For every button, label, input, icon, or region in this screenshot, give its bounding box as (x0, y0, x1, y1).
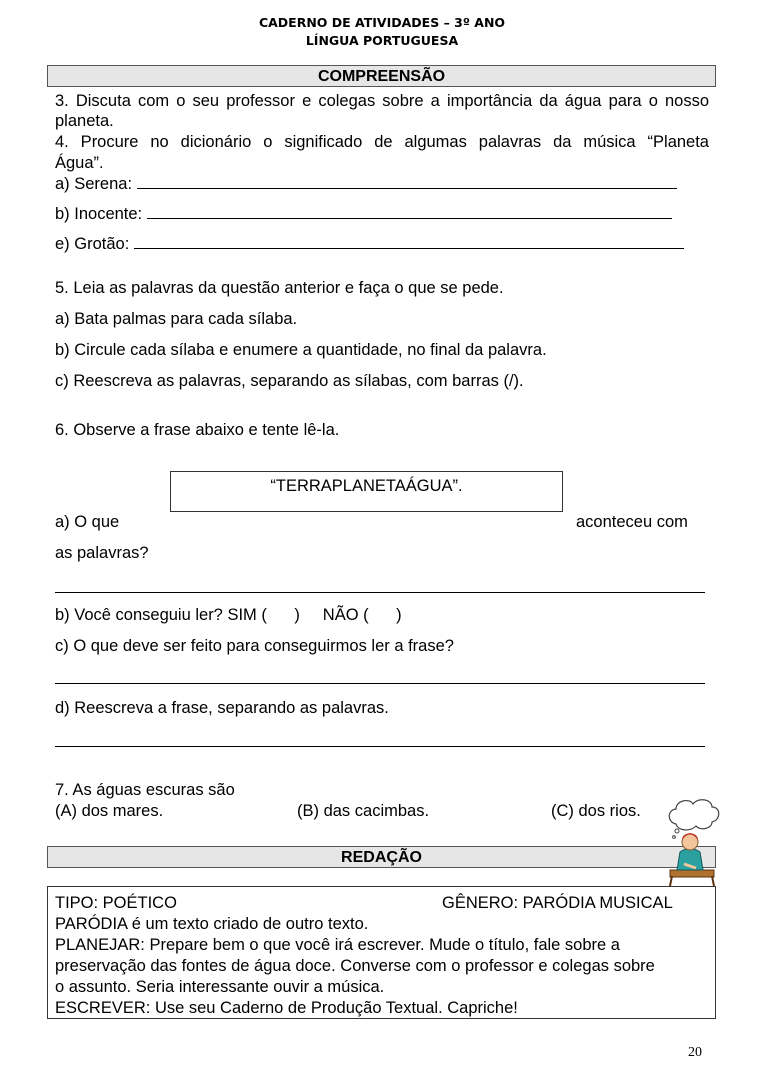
question-5c: c) Reescreva as palavras, separando as sílabas, com barras (/). (55, 372, 524, 390)
answer-label-grotao: e) Grotão: (55, 235, 130, 253)
question-3: 3. Discuta com o seu professor e colegas sobre a importância da água para o nosso planeta. (55, 92, 709, 130)
option-b[interactable]: (B) das cacimbas. (297, 802, 430, 820)
option-a[interactable]: (A) dos mares. (55, 802, 164, 820)
phrase-box (170, 471, 563, 512)
answer-line-grotao[interactable] (134, 234, 684, 249)
question-4-line1: 4. Procure no dicionário o significado de algumas palavras da música “Planeta (55, 133, 709, 151)
phrase-text: “TERRAPLANETAÁGUA”. (270, 477, 463, 495)
tipo-label: TIPO: POÉTICO (55, 894, 177, 912)
planejar-line1: PLANEJAR: Prepare bem o que você irá escrever. Mude o título, fale sobre a (55, 936, 620, 954)
question-6c: c) O que deve ser feito para conseguirmos ler a frase? (55, 637, 454, 655)
option-c[interactable]: (C) dos rios. (551, 802, 641, 820)
question-5a: a) Bata palmas para cada sílaba. (55, 310, 298, 328)
answer-label-serena: a) Serena: (55, 175, 133, 193)
student-thinking-icon (662, 796, 722, 886)
question-5: 5. Leia as palavras da questão anterior e faça o que se pede. (55, 279, 504, 297)
section-title-compreensao: COMPREENSÃO (47, 65, 716, 87)
answer-line-serena[interactable] (137, 174, 677, 189)
answer-row-serena (55, 174, 677, 194)
answer-line-6c[interactable] (55, 683, 705, 684)
question-6d: d) Reescreva a frase, separando as palavras. (55, 699, 389, 717)
worksheet-header-title: CADERNO DE ATIVIDADES – 3º ANO (258, 15, 506, 30)
question-5b: b) Circule cada sílaba e enumere a quantidade, no final da palavra. (55, 341, 547, 359)
answer-label-inocente: b) Inocente: (55, 205, 143, 223)
question-7: 7. As águas escuras são (55, 781, 235, 799)
answer-row-inocente (55, 204, 672, 224)
question-6: 6. Observe a frase abaixo e tente lê-la. (55, 421, 340, 439)
answer-line-6d[interactable] (55, 746, 705, 747)
question-6b: b) Você conseguiu ler? SIM ( ) NÃO ( ) (55, 606, 402, 624)
planejar-line3: o assunto. Seria interessante ouvir a música. (55, 978, 385, 996)
parodia-definition: PARÓDIA é um texto criado de outro texto. (55, 915, 369, 933)
page-number: 20 (688, 1045, 702, 1060)
worksheet-header-subject: LÍNGUA PORTUGUESA (305, 33, 459, 48)
question-6a-right: aconteceu com (576, 513, 688, 531)
question-4-line2: Água”. (55, 154, 104, 172)
question-6a-continuation: as palavras? (55, 544, 149, 562)
escrever-instruction: ESCREVER: Use seu Caderno de Produção Textual. Capriche! (55, 999, 518, 1017)
redacao-instructions-box (47, 886, 716, 1019)
answer-row-grotao (55, 234, 684, 254)
section-title-redacao: REDAÇÃO (47, 846, 716, 868)
answer-line-inocente[interactable] (147, 204, 672, 219)
answer-line-6a[interactable] (55, 592, 705, 593)
question-6a-left: a) O que (55, 513, 120, 531)
planejar-line2: preservação das fontes de água doce. Converse com o professor e colegas sobre (55, 957, 655, 975)
genero-label: GÊNERO: PARÓDIA MUSICAL (442, 894, 673, 912)
